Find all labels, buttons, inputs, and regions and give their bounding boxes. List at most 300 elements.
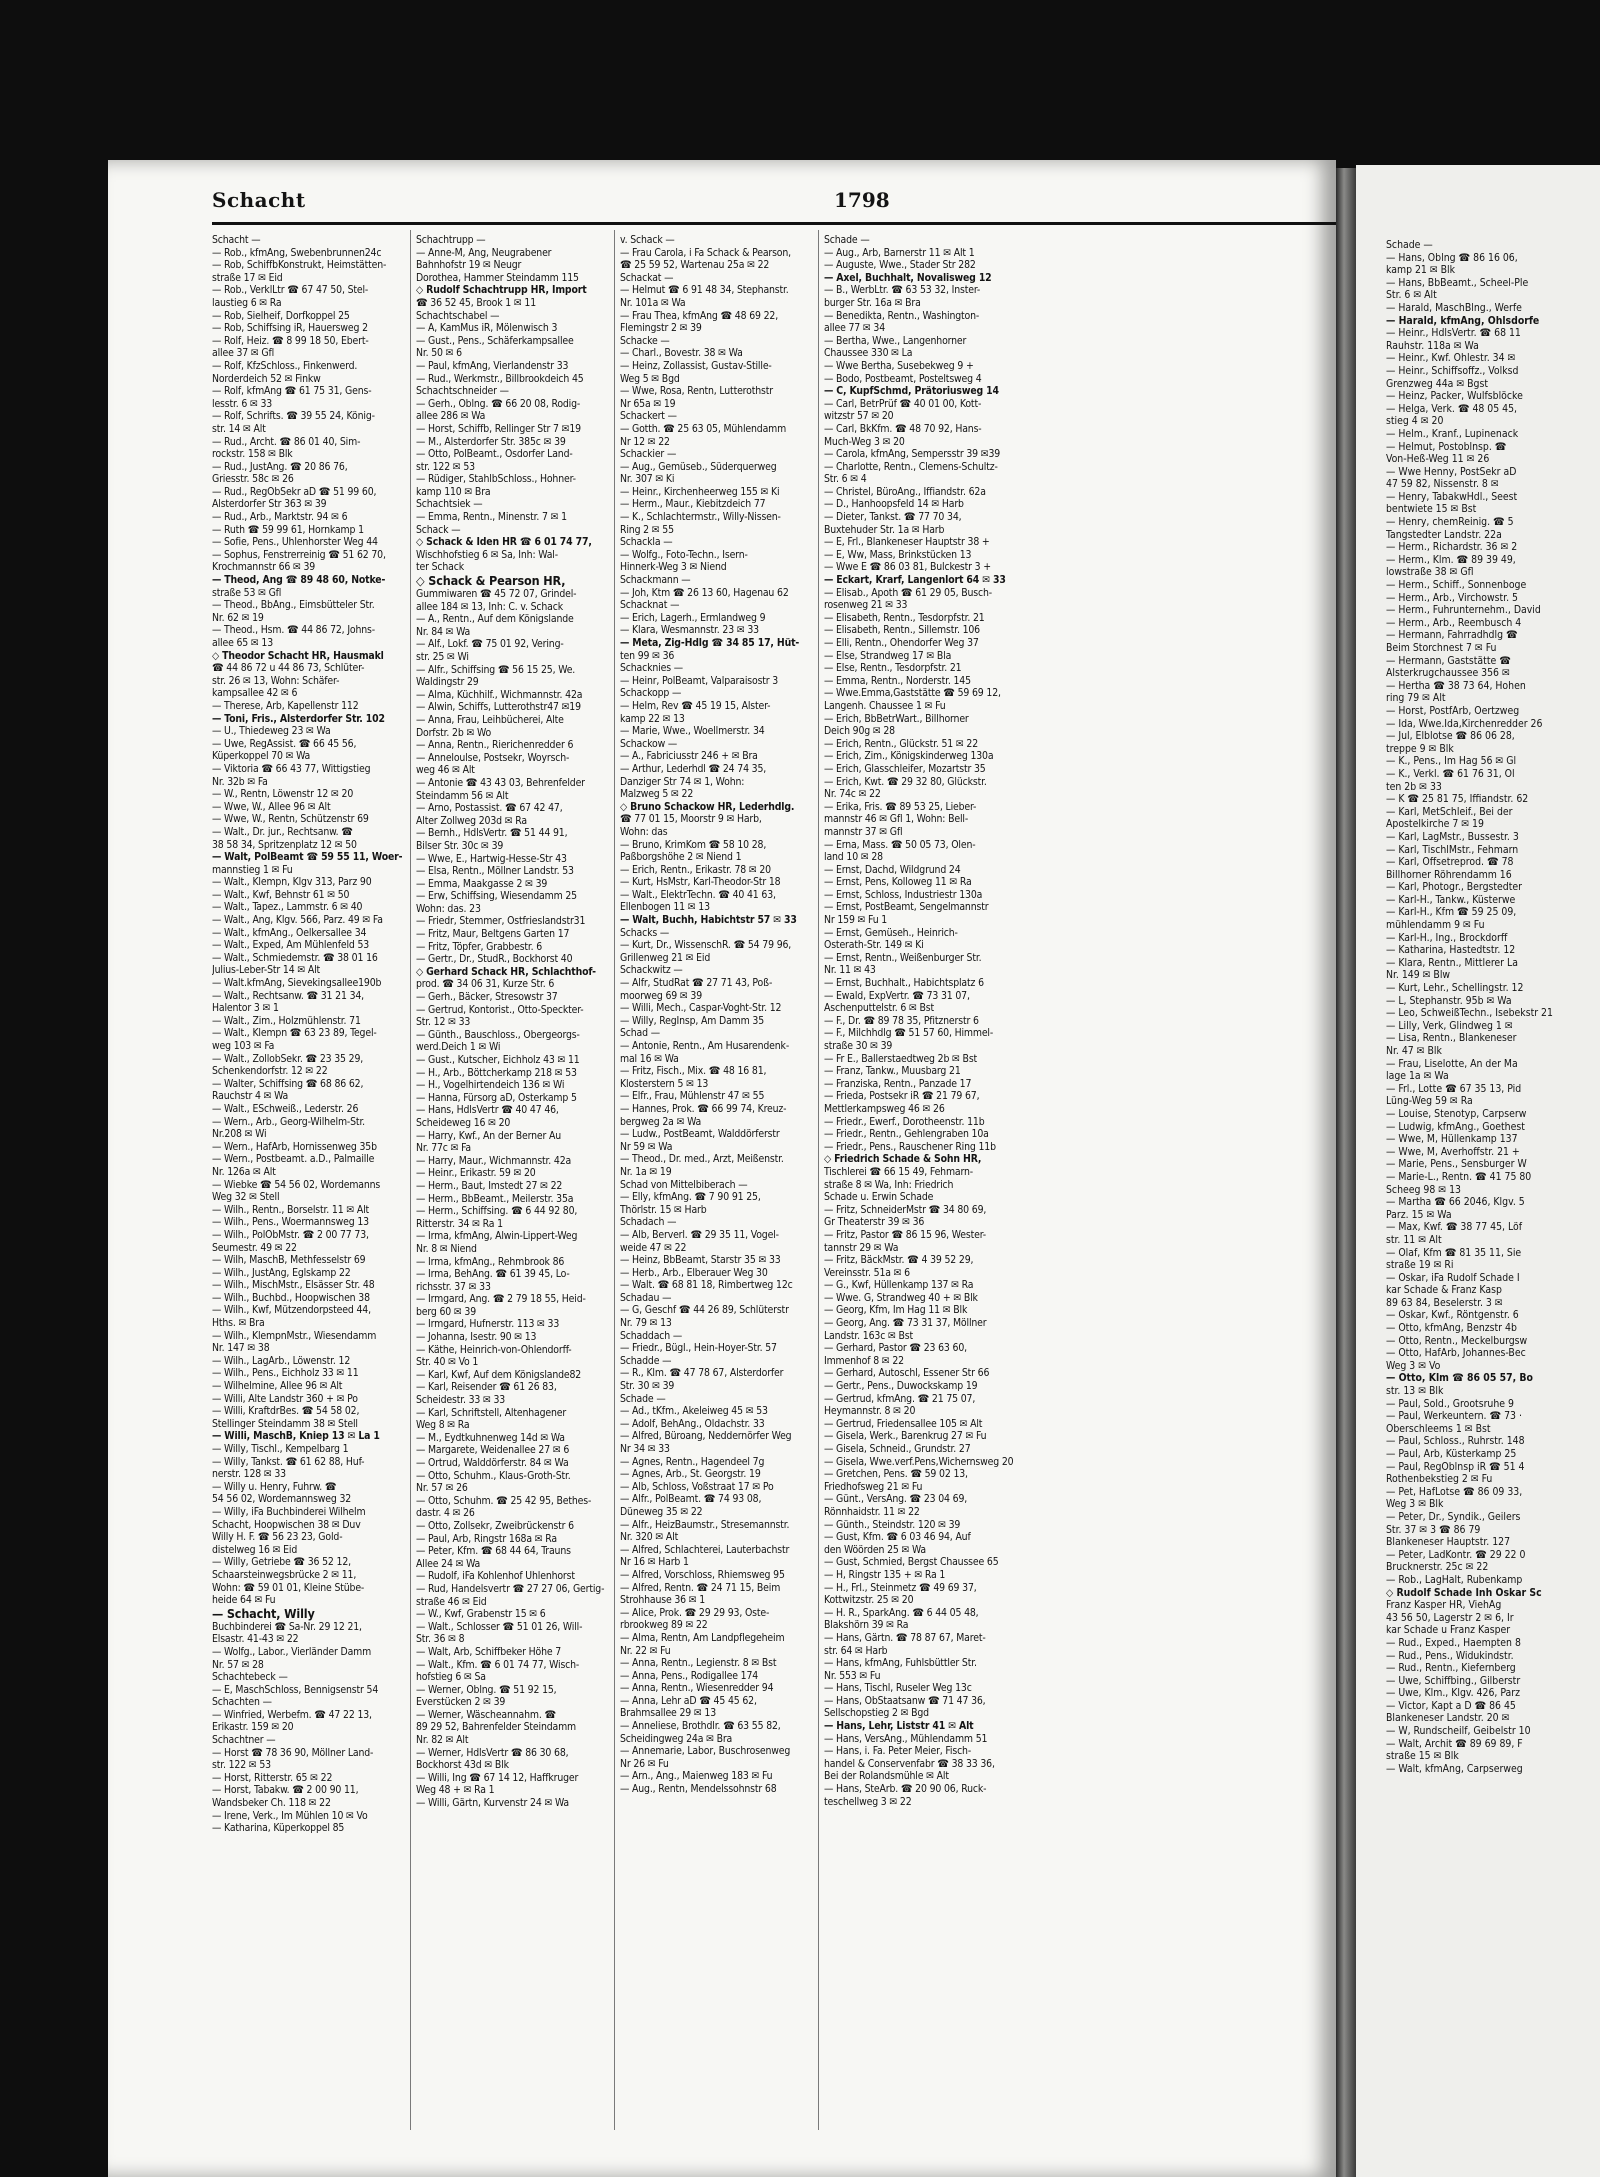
directory-entry: — Wwe E ☎ 86 03 81, Bulckestr 3 +: [824, 561, 991, 574]
directory-entry: allee 37 ✉ Gfl: [212, 347, 275, 360]
surname-heading: Schacke —: [620, 334, 670, 347]
directory-entry: — Alfred, Vorschloss, Rhiemsweg 95: [620, 1568, 785, 1581]
directory-entry: Langenh. Chaussee 1 ✉ Fu: [824, 699, 946, 712]
surname-heading: Schachtschabel —: [416, 309, 500, 322]
directory-entry: Grenzweg 44a ✉ Bgst: [1386, 377, 1489, 390]
directory-entry: — Gerhard, Pastor ☎ 23 63 60,: [824, 1342, 967, 1355]
directory-entry: allee 184 ✉ 13, Inh: C. v. Schack: [416, 600, 564, 613]
directory-entry: straße 8 ✉ Wa, Inh: Friedrich: [824, 1178, 954, 1191]
directory-entry: — Gust., Kutscher, Eichholz 43 ✉ 11: [416, 1054, 580, 1066]
directory-entry: — Louise, Stenotyp, Carpserw: [1386, 1107, 1527, 1120]
directory-entry: — Wwe, W., Allee 96 ✉ Alt: [212, 800, 331, 813]
directory-entry: — Rud, Handelsvertr ☎ 27 27 06, Gertig-: [416, 1582, 605, 1595]
directory-entry: — K., Pens., Im Hag 56 ✉ Gl: [1386, 755, 1517, 768]
directory-entry: — Bruno, KrimKom ☎ 58 10 28,: [620, 838, 767, 851]
directory-entry: straße 53 ✉ Gfl: [212, 586, 282, 599]
directory-entry: — Anna, Rentn., Legienstr. 8 ✉ Bst: [620, 1657, 777, 1670]
directory-entry: — Walt., Zim., Holzmühlenstr. 71: [212, 1014, 361, 1027]
directory-entry: — Heinz, BbBeamt, Starstr 35 ✉ 33: [620, 1254, 781, 1267]
directory-entry: — Wilh., JustAng, Eglskamp 22: [212, 1266, 351, 1279]
directory-entry: — Gisela, Schneid., Grundstr. 27: [824, 1443, 971, 1455]
directory-entry: — Paul, Sold., Grootsruhe 9: [1386, 1397, 1514, 1410]
directory-entry: Düneweg 35 ✉ 22: [620, 1505, 703, 1518]
directory-entry: — Fr E., Ballerstaedtweg 2b ✉ Bst: [824, 1052, 978, 1065]
directory-entry: — Aug., Gemüseb., Süderquerweg: [620, 460, 777, 473]
directory-entry: Brucknerstr. 25c ✉ 22: [1386, 1561, 1489, 1574]
directory-entry: — K., Verkl. ☎ 61 76 31, Ol: [1386, 767, 1515, 780]
directory-entry: — Hans, Lehr, Liststr 41 ✉ Alt: [824, 1720, 974, 1733]
directory-entry: — Wilh, MaschB, Methfesselstr 69: [212, 1254, 366, 1267]
directory-entry: — F., Dr. ☎ 89 78 35, Pfitznerstr 6: [824, 1014, 979, 1027]
directory-entry: — W, Rundscheilf, Geibelstr 10: [1386, 1725, 1531, 1738]
directory-entry: — Agnes, Arb., St. Georgstr. 19: [620, 1468, 761, 1481]
directory-entry: Scheideweg 16 ✉ 20: [416, 1116, 511, 1129]
directory-entry: — Käthe, Heinrich-von-Ohlendorff-: [416, 1343, 572, 1356]
surname-heading: Schackwitz —: [620, 964, 683, 977]
directory-entry: Nr. 1a ✉ 19: [620, 1165, 672, 1178]
directory-entry: — Katharina, Hastedtstr. 12: [1386, 944, 1516, 957]
directory-entry: — Johanna, Isestr. 90 ✉ 13: [416, 1331, 537, 1344]
directory-entry: laustieg 6 ✉ Ra: [212, 296, 282, 309]
directory-entry: Nr. 77c ✉ Fa: [416, 1142, 471, 1155]
directory-entry: Chaussee 330 ✉ La: [824, 347, 913, 360]
directory-entry: — A., Rentn., Auf dem Königslande: [416, 613, 574, 626]
directory-entry: 43 56 50, Lagerstr 2 ✉ 6, Ir: [1386, 1611, 1514, 1624]
directory-entry: — Friedr., Bügl., Hein-Hoyer-Str. 57: [620, 1342, 777, 1355]
directory-entry: — Anneloulse, Postsekr, Woyrsch-: [416, 751, 570, 764]
directory-entry: — Oskar, Kwf., Röntgenstr. 6: [1386, 1309, 1519, 1322]
directory-entry: — Gisela, Werk., Barenkrug 27 ✉ Fu: [824, 1430, 987, 1443]
directory-entry: allee 65 ✉ 13: [212, 637, 274, 649]
directory-entry: Kottwitzstr. 25 ✉ 20: [824, 1594, 914, 1607]
directory-entry: weg 103 ✉ Fa: [212, 1040, 275, 1052]
directory-entry: hofstieg 6 ✉ Sa: [416, 1671, 486, 1684]
directory-entry: Paßborgshöhe 2 ✉ Niend 1: [620, 851, 742, 864]
directory-entry: — Wwe, M, Averhoffstr. 21 +: [1386, 1145, 1520, 1158]
directory-entry: Nr. 62 ✉ 19: [212, 611, 264, 624]
directory-entry: ◇ Friedrich Schade & Sohn HR,: [824, 1153, 982, 1166]
directory-entry: — Wwe. G, Strandweg 40 + ✉ Blk: [824, 1291, 978, 1304]
directory-entry: Alsterdorfer Str 363 ✉ 39: [212, 498, 327, 511]
surname-heading: Schaddach —: [620, 1329, 683, 1342]
directory-entry: — Hans, i. Fa. Peter Meier, Fisch-: [824, 1745, 972, 1758]
directory-entry: — Walt., ZollobSekr. ☎ 23 35 29,: [212, 1052, 364, 1065]
directory-entry: bergweg 2a ✉ Wa: [620, 1115, 702, 1128]
directory-entry: — Rob., LagHalt, Rubenkamp: [1386, 1573, 1523, 1586]
directory-entry: — H, Ringstr 135 + ✉ Ra 1: [824, 1568, 946, 1581]
directory-entry: — Henry, TabakwHdl., Seest: [1386, 490, 1518, 503]
directory-entry: weide 47 ✉ 22: [620, 1241, 687, 1254]
directory-entry: 89 29 52, Bahrenfelder Steindamm: [416, 1721, 576, 1734]
directory-entry: Nr. 74c ✉ 22: [824, 788, 881, 801]
directory-entry: — Erich, Kwt. ☎ 29 32 80, Glückstr.: [824, 775, 987, 788]
directory-entry: — Irene, Verk., Im Mühlen 10 ✉ Vo: [212, 1809, 368, 1822]
directory-entry: — Emma, Maakgasse 2 ✉ 39: [416, 877, 548, 890]
directory-entry: Scheidestr. 33 ✉ 33: [416, 1394, 506, 1407]
directory-entry: — Alf., Lokf. ☎ 75 01 92, Vering-: [416, 638, 564, 651]
directory-entry: Alter Zollweg 203d ✉ Ra: [416, 814, 527, 827]
directory-entry: — Jul, Elblotse ☎ 86 06 28,: [1386, 730, 1515, 743]
directory-entry: — Frau Thea, kfmAng ☎ 48 69 22,: [620, 309, 779, 322]
directory-entry: — Otto, Schuhm. ☎ 25 42 95, Bethes-: [416, 1494, 592, 1507]
directory-entry: — Alma, Rentn, Am Landpflegeheim: [620, 1631, 785, 1644]
directory-entry: — Hermann, Fahrradhdlg ☎: [1386, 629, 1518, 642]
directory-entry: — Irma, kfmAng., Rehmbrook 86: [416, 1255, 565, 1268]
directory-entry: Schacht, Hoopwischen 38 ✉ Duv: [212, 1518, 361, 1531]
directory-entry: Hths. ✉ Bra: [212, 1317, 265, 1330]
directory-entry: Malzweg 5 ✉ 22: [620, 788, 694, 801]
directory-entry: — E, MaschSchloss, Bennigsenstr 54: [212, 1683, 379, 1696]
directory-entry: — Harald, kfmAng, Ohlsdorfe: [1386, 314, 1540, 327]
directory-entry: — Bertha, Wwe., Langenhorner: [824, 334, 967, 347]
directory-entry: — Axel, Buchhalt, Novalisweg 12: [824, 271, 992, 284]
directory-entry: — Horst ☎ 78 36 90, Möllner Land-: [212, 1746, 374, 1759]
directory-entry: — Paul, Arb, Ringstr 168a ✉ Ra: [416, 1532, 557, 1545]
directory-entry: Danziger Str 74 ✉ 1, Wohn:: [620, 775, 745, 788]
directory-entry: — Walt., Schmiedemstr. ☎ 38 01 16: [212, 951, 378, 964]
directory-entry: — Walt., Exped, Am Mühlenfeld 53: [212, 939, 370, 952]
directory-entry: str. 64 ✉ Harb: [824, 1644, 888, 1657]
directory-entry: — Gisela, Wwe.verf.Pens,Wichernsweg 20: [824, 1455, 1014, 1468]
directory-entry: Bahnhofstr 19 ✉ Neugr: [416, 259, 522, 272]
directory-entry: — H. R., SparkAng. ☎ 6 44 05 48,: [824, 1606, 979, 1619]
directory-entry: — Peter, Kfm. ☎ 68 44 64, Trauns: [416, 1545, 571, 1558]
directory-entry: — Willy, Getriebe ☎ 36 52 12,: [212, 1556, 351, 1569]
directory-entry: — Alfr., Schiffsing ☎ 56 15 25, We.: [416, 663, 576, 676]
directory-entry: — Anna, Rentn., Rierichenredder 6: [416, 739, 574, 752]
directory-entry: — Fritz, Maur, Beltgens Garten 17: [416, 928, 570, 941]
surname-heading: Schade —: [620, 1392, 666, 1405]
directory-entry: — M., Eydtkuhnenweg 14d ✉ Wa: [416, 1431, 565, 1444]
directory-entry: teschellweg 3 ✉ 22: [824, 1795, 912, 1808]
directory-entry: — Willi, KraftdrBes. ☎ 54 58 02,: [212, 1405, 360, 1418]
directory-entry: — Christel, BüroAng., Iffiandstr. 62a: [824, 485, 986, 498]
directory-entry: ring 79 ✉ Alt: [1386, 692, 1446, 705]
directory-entry: — Wilh., Rentn., Borselstr. 11 ✉ Alt: [212, 1203, 370, 1216]
surname-heading: Schacknies —: [620, 662, 683, 675]
directory-entry: lage 1a ✉ Wa: [1386, 1070, 1449, 1083]
directory-entry: Tangstedter Landstr. 22a: [1386, 528, 1502, 541]
directory-entry: — Herm., Schiff., Sonnenboge: [1386, 579, 1527, 592]
directory-entry: Wohn: das: [620, 825, 668, 838]
directory-page: [108, 160, 1336, 2177]
directory-entry: — Erich, BbBetrWart., Billhorner: [824, 712, 969, 725]
surname-heading: Schad von Mittelbiberach —: [620, 1178, 748, 1191]
surname-heading: Schad —: [620, 1027, 660, 1040]
directory-entry: werd.Deich 1 ✉ Wi: [416, 1041, 501, 1054]
directory-entry: — Rob., VerklLtr ☎ 67 47 50, Stel-: [212, 284, 369, 297]
directory-entry: lowstraße 38 ✉ Gfl: [1386, 566, 1474, 579]
directory-entry: — Elly, kfmAng. ☎ 7 90 91 25,: [620, 1191, 761, 1204]
directory-entry: — Walt, PolBeamt ☎ 59 55 11, Woer-: [212, 851, 403, 864]
directory-entry: — M., Alsterdorfer Str. 385c ✉ 39: [416, 435, 566, 448]
directory-entry: Billhorner Röhrendamm 16: [1386, 868, 1512, 881]
directory-entry: — Else, Rentn., Tesdorpfstr. 21: [824, 662, 962, 675]
directory-entry: Beim Storchnest 7 ✉ Fu: [1386, 642, 1497, 654]
directory-entry: Weg 48 + ✉ Ra 1: [416, 1784, 495, 1797]
page-number: 1798: [834, 188, 890, 212]
directory-entry: Waldingstr 29: [416, 676, 479, 689]
directory-entry: — Elfr., Frau, Mühlenstr 47 ✉ 55: [620, 1090, 765, 1103]
directory-entry: Scheidingweg 24a ✉ Bra: [620, 1732, 733, 1745]
directory-entry: distelweg 16 ✉ Eid: [212, 1543, 298, 1556]
directory-columns: [212, 234, 1028, 1835]
directory-entry: — Walt., Kfm. ☎ 6 01 74 77, Wisch-: [416, 1658, 580, 1671]
directory-entry: — Meta, Zig-Hdlg ☎ 34 85 17, Hüt-: [620, 637, 800, 649]
directory-entry: — Hans, BbBeamt., Scheel-Ple: [1386, 276, 1529, 289]
directory-entry: — Wern., Postbeamt. a.D., Palmaille: [212, 1153, 375, 1166]
directory-entry: — Frl., Lotte ☎ 67 35 13, Pid: [1386, 1082, 1522, 1095]
column-2: [416, 234, 610, 1835]
directory-entry: — Wilh., Kwf, Mützendorpsteed 44,: [212, 1304, 371, 1317]
directory-entry: — Werner, HdlsVertr ☎ 86 30 68,: [416, 1746, 569, 1759]
directory-entry: — Rolf, Schrifts. ☎ 39 55 24, König-: [212, 410, 375, 423]
directory-entry: — Willi, Ing ☎ 67 14 12, Haffkruger: [416, 1771, 579, 1784]
directory-entry: Nr. 126a ✉ Alt: [212, 1165, 276, 1178]
directory-entry: — Walter, Schiffsing ☎ 68 86 62,: [212, 1077, 364, 1090]
directory-entry: — Friedr., Ewerf., Dorotheenstr. 11b: [824, 1115, 985, 1128]
directory-entry: Str. 36 ✉ 8: [416, 1633, 465, 1646]
directory-entry: — Otto, Rentn., Meckelburgsw: [1386, 1334, 1528, 1347]
directory-entry: Weg 32 ✉ Stell: [212, 1191, 280, 1204]
directory-entry: — Uwe, Klm., Klgv. 426, Parz: [1386, 1687, 1520, 1700]
directory-entry: — Victor, Kapt a D ☎ 86 45: [1386, 1699, 1516, 1712]
surname-heading: Schachten —: [212, 1696, 272, 1709]
directory-entry: — Ludw., PostBeamt, Walddörferstr: [620, 1128, 780, 1141]
directory-entry: — Theod., BbAng., Eimsbütteler Str.: [212, 599, 375, 612]
directory-entry: — Winfried, Werbefm. ☎ 47 22 13,: [212, 1708, 372, 1721]
directory-entry: — Herm., Maur., Kiebitzdeich 77: [620, 498, 766, 511]
directory-entry: — Rob, Sielheif, Dorfkoppel 25: [212, 309, 350, 322]
directory-entry: — Alfr, StudRat ☎ 27 71 43, Poß-: [620, 977, 773, 990]
surname-heading: Schacknat —: [620, 599, 680, 612]
directory-entry: str. 122 ✉ 53: [416, 460, 475, 473]
directory-entry: Gummiwaren ☎ 45 72 07, Grindel-: [416, 588, 577, 601]
directory-entry: ◇ Bruno Schackow HR, Lederhdlg.: [620, 800, 795, 813]
directory-entry: — Willi, Alte Landstr 360 + ✉ Po: [212, 1392, 358, 1405]
directory-entry: — Horst, Tabakw. ☎ 2 00 90 11,: [212, 1784, 359, 1797]
directory-entry: — Hanna, Fürsorg aD, Osterkamp 5: [416, 1091, 577, 1104]
surname-heading: Schackow —: [620, 737, 678, 750]
directory-entry: Krochmannstr 66 ✉ 39: [212, 561, 316, 574]
directory-entry: Nr 12 ✉ 22: [620, 435, 670, 448]
directory-entry: — Anna, Pens., Rodigallee 174: [620, 1669, 759, 1682]
directory-entry: Nr 65a ✉ 19: [620, 397, 676, 410]
directory-entry: — Hertha ☎ 38 73 64, Hohen: [1386, 679, 1526, 692]
directory-entry: — Arn., Ang., Maienweg 183 ✉ Fu: [620, 1770, 773, 1783]
directory-entry: — Wilh., Buchbd., Hoopwischen 38: [212, 1291, 370, 1304]
directory-entry: Buchbinderei ☎ Sa-Nr. 29 12 21,: [212, 1620, 362, 1633]
directory-entry: — Rolf, KfzSchloss., Finkenwerd.: [212, 359, 358, 372]
directory-entry: — Dieter, Tankst. ☎ 77 70 34,: [824, 511, 962, 524]
directory-entry: — Walt. ☎ 68 81 18, Rimbertweg 12c: [620, 1279, 793, 1292]
surname-heading: Schachtschneider —: [416, 385, 509, 398]
directory-entry: Rönnhaidstr. 11 ✉ 22: [824, 1505, 920, 1518]
directory-entry: Wandsbeker Ch. 118 ✉ 22: [212, 1797, 331, 1810]
directory-entry: Apostelkirche 7 ✉ 19: [1386, 818, 1484, 831]
directory-entry: — Ortrud, Walddörferstr. 84 ✉ Wa: [416, 1457, 569, 1469]
directory-entry: — Peter, LadKontr. ☎ 29 22 0: [1386, 1548, 1526, 1561]
directory-entry: — Wolfg., Foto-Techn., Isern-: [620, 548, 748, 561]
directory-entry: ◇ Schack & Iden HR ☎ 6 01 74 77,: [416, 536, 592, 549]
directory-entry: — Arthur, Lederhdl ☎ 24 74 35,: [620, 762, 767, 775]
directory-entry: Nr. 101a ✉ Wa: [620, 296, 686, 309]
directory-entry: — Hans, Oblng ☎ 86 16 06,: [1386, 251, 1518, 264]
directory-entry: — Wwe, M, Hüllenkamp 137: [1386, 1133, 1518, 1146]
directory-entry: — A, KamMus iR, Mölenwisch 3: [416, 322, 558, 335]
directory-entry: kar Schade u Franz Kasper: [1386, 1624, 1511, 1637]
directory-entry: richsstr. 37 ✉ 33: [416, 1280, 491, 1293]
directory-entry: — Henry, chemReinig. ☎ 5: [1386, 516, 1514, 529]
directory-entry: ter Schack: [416, 561, 465, 574]
directory-entry: — Irma, kfmAng, Alwin-Lippert-Weg: [416, 1230, 578, 1243]
directory-entry: — Wilh., MischMstr., Elsässer Str. 48: [212, 1279, 375, 1292]
directory-entry: Nr 26 ✉ Fu: [620, 1757, 669, 1770]
directory-entry: — Erna, Mass. ☎ 50 05 73, Olen-: [824, 838, 976, 851]
directory-entry: — Rud., Exped., Haempten 8: [1386, 1636, 1521, 1649]
directory-entry: — Wwe, W., Rentn, Schützenstr 69: [212, 813, 369, 826]
directory-entry: — Leo, SchweißTechn., Isebekstr 21: [1386, 1007, 1553, 1020]
directory-entry: — Carola, kfmAng, Sempersstr 39 ✉39: [824, 448, 1001, 461]
directory-entry: — Charlotte, Rentn., Clemens-Schultz-: [824, 460, 998, 473]
directory-entry: — Viktoria ☎ 66 43 77, Wittigstieg: [212, 762, 371, 775]
column-1: [212, 234, 406, 1835]
directory-entry: kamp 22 ✉ 13: [620, 712, 685, 725]
directory-entry: — Karl-H., Tankw., Küsterwe: [1386, 893, 1516, 906]
surname-heading: Schadach —: [620, 1216, 677, 1229]
directory-entry: Scheeg 98 ✉ 13: [1386, 1183, 1461, 1196]
directory-entry: Julius-Leber-Str 14 ✉ Alt: [212, 964, 321, 977]
directory-entry: — Frieda, Postsekr iR ☎ 21 79 67,: [824, 1090, 980, 1103]
directory-entry: Grillenweg 21 ✉ Eid: [620, 951, 711, 964]
directory-entry: — Anna, Rentn., Wiesenredder 94: [620, 1682, 774, 1695]
directory-entry: — Erich, Lagerh., Ermlandweg 9: [620, 611, 766, 624]
directory-entry: — Horst, Ritterstr. 65 ✉ 22: [212, 1771, 333, 1784]
directory-entry: — Fritz, SchneiderMstr ☎ 34 80 69,: [824, 1203, 987, 1216]
directory-entry: Tischlerei ☎ 66 15 49, Fehmarn-: [824, 1165, 973, 1178]
directory-entry: ◇ Rudolf Schade Inh Oskar Sc: [1386, 1586, 1542, 1599]
directory-entry: Norderdeich 52 ✉ Finkw: [212, 372, 321, 385]
directory-entry: — Toni, Fris., Alsterdorfer Str. 102: [212, 712, 385, 725]
directory-entry: — Anneliese, Brothdlr. ☎ 63 55 82,: [620, 1720, 781, 1733]
directory-entry: Immenhof 8 ✉ 22: [824, 1354, 904, 1367]
surname-heading: Schachtner —: [212, 1734, 276, 1747]
directory-entry: Rauchstr 4 ✉ Wa: [212, 1090, 289, 1103]
directory-entry: Halentor 3 ✉ 1: [212, 1002, 279, 1015]
directory-entry: Hinnerk-Weg 3 ✉ Niend: [620, 561, 727, 574]
directory-entry: Schade u. Erwin Schade: [824, 1191, 934, 1204]
directory-entry: rosenweg 21 ✉ 33: [824, 599, 908, 612]
directory-entry: Willy H. F. ☎ 56 23 23, Gold-: [212, 1531, 343, 1544]
directory-entry: — Pet, HafLotse ☎ 86 09 33,: [1386, 1485, 1523, 1498]
directory-entry: — Rud., Rentn., Kiefernberg: [1386, 1662, 1516, 1675]
directory-entry: — Schacht, Willy: [212, 1606, 315, 1621]
directory-entry: tannstr 29 ✉ Wa: [824, 1241, 899, 1254]
directory-entry: Strohhause 36 ✉ 1: [620, 1594, 706, 1607]
directory-entry: Wohn: ☎ 59 01 01, Kleine Stübe-: [212, 1581, 365, 1594]
directory-entry: — Georg, Ang. ☎ 73 31 37, Möllner: [824, 1317, 987, 1330]
directory-entry: Seumestr. 49 ✉ 22: [212, 1241, 297, 1254]
directory-entry: Rauhstr. 118a ✉ Wa: [1386, 339, 1479, 352]
directory-entry: Friedhofsweg 21 ✉ Fu: [824, 1480, 923, 1493]
directory-entry: — Otto, kfmAng, Benzstr 4b: [1386, 1322, 1517, 1335]
directory-entry: — Günth., Bauschloss., Obergeorgs-: [416, 1028, 580, 1041]
directory-entry: Nr. 79 ✉ 13: [620, 1317, 672, 1330]
directory-entry: — Otto, PolBeamt., Osdorfer Land-: [416, 448, 573, 461]
directory-entry: — Gertr., Pens., Duwockskamp 19: [824, 1380, 978, 1393]
directory-entry: ten 99 ✉ 36: [620, 649, 675, 662]
directory-entry: stieg 4 ✉ 20: [1386, 415, 1444, 428]
directory-entry: — Rob., kfmAng, Swebenbrunnen24c: [212, 246, 382, 259]
directory-entry: Nr. 32b ✉ Fa: [212, 775, 268, 788]
directory-entry: — Rud., Werkmstr., Billbrookdeich 45: [416, 372, 584, 385]
directory-entry: — Gertrud, kfmAng. ☎ 21 75 07,: [824, 1392, 976, 1405]
directory-entry: Elsastr. 41-43 ✉ 22: [212, 1633, 299, 1646]
directory-entry: — Willy, Tankst. ☎ 61 62 88, Huf-: [212, 1455, 365, 1468]
directory-entry: — Walt., Klempn, Klgv 313, Parz 90: [212, 876, 372, 889]
surname-heading: Schack —: [416, 523, 461, 536]
directory-entry: Bockhorst 43d ✉ Blk: [416, 1759, 509, 1772]
directory-entry: Weg 3 ✉ Blk: [1386, 1498, 1444, 1511]
directory-entry: ☎ 25 59 52, Wartenau 25a ✉ 22: [620, 259, 770, 272]
directory-entry: Nr. 57 ✉ 26: [416, 1482, 468, 1495]
directory-entry: — E, Ww, Mass, Brinkstücken 13: [824, 548, 972, 561]
directory-entry: straße 30 ✉ 39: [824, 1040, 893, 1052]
directory-entry: str. 13 ✉ Blk: [1386, 1385, 1444, 1398]
directory-entry: — Antonie, Rentn., Am Husarendenk-: [620, 1040, 790, 1052]
directory-entry: — L, Stephanstr. 95b ✉ Wa: [1386, 994, 1512, 1007]
directory-entry: — Karl, MetSchleif., Bei der: [1386, 805, 1513, 818]
directory-entry: — Theod., Hsm. ☎ 44 86 72, Johns-: [212, 624, 375, 637]
directory-entry: — Gust., Pens., Schäferkampsallee: [416, 334, 574, 347]
directory-entry: — Ludwig, kfmAng., Goethest: [1386, 1120, 1525, 1133]
directory-entry: — G, Geschf ☎ 44 26 89, Schlüterstr: [620, 1304, 789, 1317]
directory-entry: — Karl-H., Ing., Brockdorff: [1386, 931, 1508, 944]
directory-entry: Wohn: das. 23: [416, 902, 481, 915]
directory-entry: — Agnes, Rentn., Hagendeel 7g: [620, 1455, 765, 1468]
directory-entry: — Willy, Tischl., Kempelbarg 1: [212, 1443, 349, 1455]
directory-entry: str. 26 ✉ 13, Wohn: Schäfer-: [212, 674, 340, 687]
directory-entry: — Max, Kwf. ☎ 38 77 45, Löf: [1386, 1221, 1523, 1234]
directory-entry: str. 122 ✉ 53: [212, 1759, 271, 1772]
directory-entry: — Wilh., Pens., Eichholz 33 ✉ 11: [212, 1367, 359, 1380]
directory-entry: Klosterstern 5 ✉ 13: [620, 1077, 709, 1090]
directory-entry: Str. 30 ✉ 39: [620, 1380, 675, 1393]
directory-entry: 54 56 02, Wordemannsweg 32: [212, 1493, 352, 1506]
directory-entry: — Rud., Arb., Marktstr. 94 ✉ 6: [212, 511, 348, 524]
directory-entry: — Elsa, Rentn., Möllner Landstr. 53: [416, 865, 574, 878]
directory-entry: — Theod, Ang ☎ 89 48 60, Notke-: [212, 574, 386, 587]
directory-entry: — Emma, Rentn., Minenstr. 7 ✉ 1: [416, 511, 567, 524]
directory-entry: Nr 159 ✉ Fu 1: [824, 914, 888, 927]
directory-entry: — Adolf, BehAng., Oldachstr. 33: [620, 1417, 765, 1430]
directory-entry: — Lisa, Rentn., Blankeneser: [1386, 1032, 1517, 1045]
directory-entry: — Herm., Richardstr. 36 ✉ 2: [1386, 541, 1518, 554]
directory-entry: — Frau Carola, i Fa Schack & Pearson,: [620, 246, 791, 259]
directory-entry: — Walt., Kwf, Behnstr 61 ✉ 50: [212, 888, 350, 901]
directory-entry: — Klara, Rentn., Mittlerer La: [1386, 956, 1518, 969]
directory-entry: Parz. 15 ✉ Wa: [1386, 1208, 1452, 1221]
directory-entry: — Ernst, Gemüseh., Heinrich-: [824, 926, 958, 939]
directory-entry: — Gretchen, Pens. ☎ 59 02 13,: [824, 1468, 968, 1481]
directory-entry: Brahmsallee 29 ✉ 13: [620, 1707, 716, 1720]
directory-entry: Str. 6 ✉ Alt: [1386, 289, 1437, 302]
directory-entry: — Ad., tKfm., Akeleiweg 45 ✉ 53: [620, 1405, 768, 1418]
directory-entry: — Karl, Photogr., Bergstedter: [1386, 881, 1522, 894]
directory-entry: Erikastr. 159 ✉ 20: [212, 1721, 294, 1734]
directory-entry: — Charl., Bovestr. 38 ✉ Wa: [620, 347, 743, 360]
directory-entry: — Therese, Arb, Kapellenstr 112: [212, 699, 359, 712]
